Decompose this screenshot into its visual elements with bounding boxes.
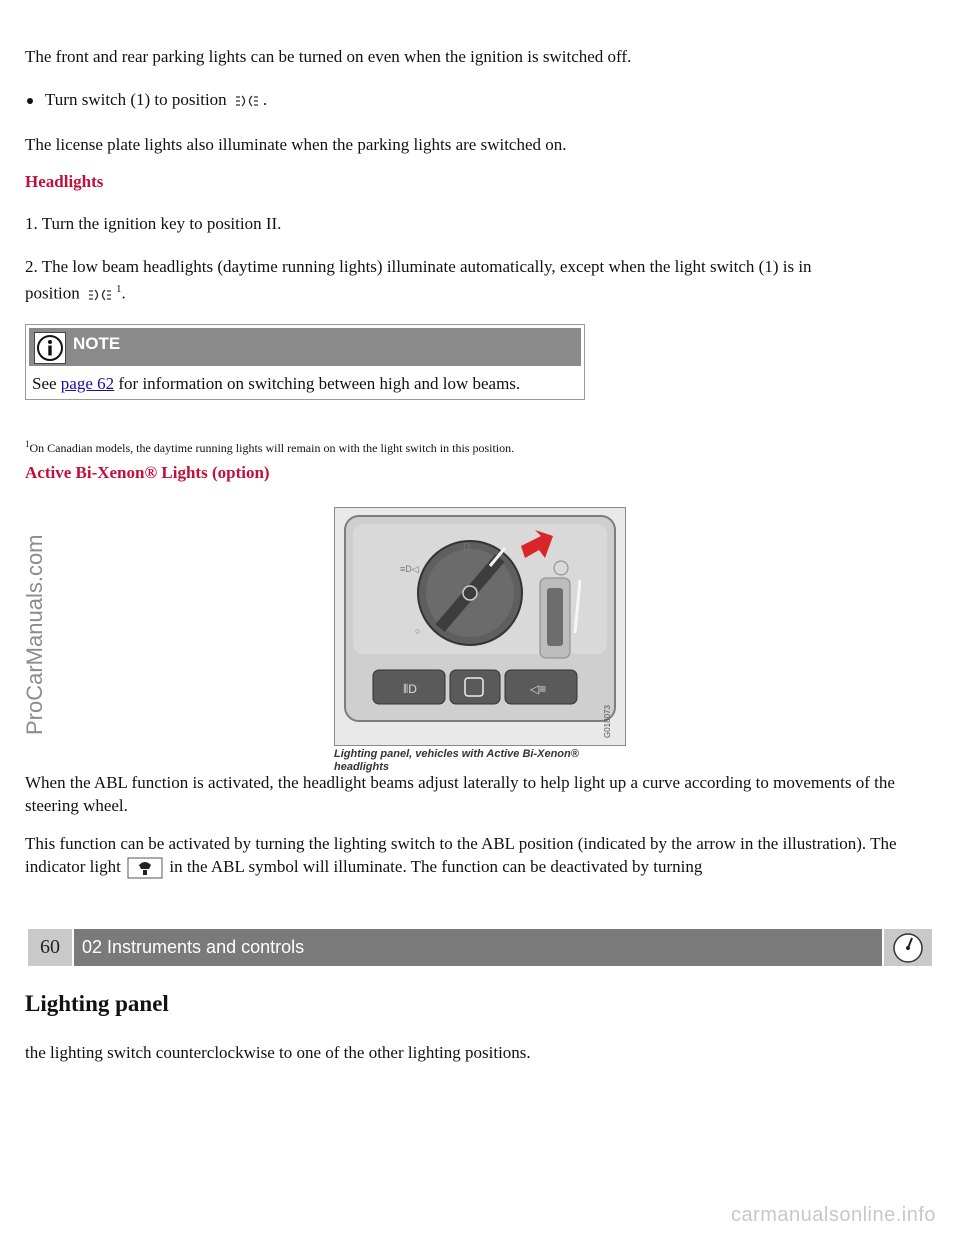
svg-text:D: D	[463, 542, 471, 553]
step-1-text: 1. Turn the ignition key to position II.	[25, 214, 282, 233]
note-title: NOTE	[73, 334, 121, 353]
bullet-item	[45, 88, 267, 111]
bullet-dot	[27, 98, 33, 104]
step-2-text	[25, 255, 925, 305]
headlights-heading: Headlights	[25, 172, 104, 191]
footnote-ref: 1	[116, 283, 122, 295]
lighting-switch-knob	[418, 541, 522, 645]
abl-activation-text	[25, 832, 930, 879]
abl-description: When the ABL function is activated, the headlight beams adjust laterally to help light up a curve according to movements of the steering wheel.	[25, 773, 895, 815]
gauge-icon	[884, 929, 932, 966]
parking-lights-icon	[86, 287, 114, 303]
abl-heading: Active Bi-Xenon® Lights (option)	[25, 463, 270, 482]
step-2-position-word: position	[25, 283, 80, 303]
page-62-link[interactable]: page 62	[60, 374, 115, 393]
site-footer-watermark: carmanualsonline.info	[730, 1204, 936, 1226]
note-body	[32, 373, 520, 395]
chapter-title: 02 Instruments and controls	[74, 929, 882, 966]
figure-code: G018073	[603, 705, 612, 738]
note-header	[29, 328, 581, 366]
note-text-pre: See	[32, 374, 57, 393]
info-icon	[34, 332, 66, 364]
note-box	[25, 324, 585, 400]
continuation-text: the lighting switch counterclockwise to one of the other lighting positions.	[25, 1043, 531, 1062]
abl-activation-pre: This function can be activated by turning the lighting switch to the ABL position (indicated by the arrow in the illustration). The indicator light	[25, 834, 897, 876]
svg-text:≡D◁: ≡D◁	[400, 564, 419, 574]
license-plate-text: The license plate lights also illuminate when the parking lights are switched on.	[25, 135, 567, 154]
chapter-header-bar	[28, 929, 932, 966]
abl-activation-post: in the ABL symbol will illuminate. The function can be deactivated by turning	[169, 857, 703, 876]
footnote-number: 1	[25, 439, 30, 449]
page-number: 60	[28, 929, 72, 966]
bullet-period: .	[262, 90, 268, 109]
watermark: ProCarManuals.com	[22, 534, 47, 735]
lighting-panel-figure	[334, 507, 626, 746]
note-text-post: for information on switching between high and low beams.	[118, 374, 521, 393]
parking-intro-text: The front and rear parking lights can be turned on even when the ignition is switched off.	[25, 47, 632, 66]
figure-caption: Lighting panel, vehicles with Active Bi-Xenon® headlights	[334, 748, 579, 773]
parking-lights-icon	[233, 93, 261, 109]
step-2-main: 2. The low beam headlights (daytime running lights) illuminate automatically, except when the light switch (1) is in	[25, 257, 812, 276]
abl-indicator-icon	[127, 857, 163, 879]
svg-text:⦀D: ⦀D	[403, 682, 417, 696]
lighting-panel-illustration	[335, 508, 625, 745]
svg-text:◁≡: ◁≡	[530, 682, 547, 696]
footnote-text: On Canadian models, the daytime running lights will remain on with the light switch in this position.	[29, 441, 515, 455]
bullet-text: Turn switch (1) to position	[45, 90, 227, 109]
section-title: Lighting panel	[25, 991, 169, 1016]
step-2-period: .	[121, 283, 126, 303]
svg-text:○: ○	[415, 626, 421, 636]
footnote	[25, 436, 514, 456]
